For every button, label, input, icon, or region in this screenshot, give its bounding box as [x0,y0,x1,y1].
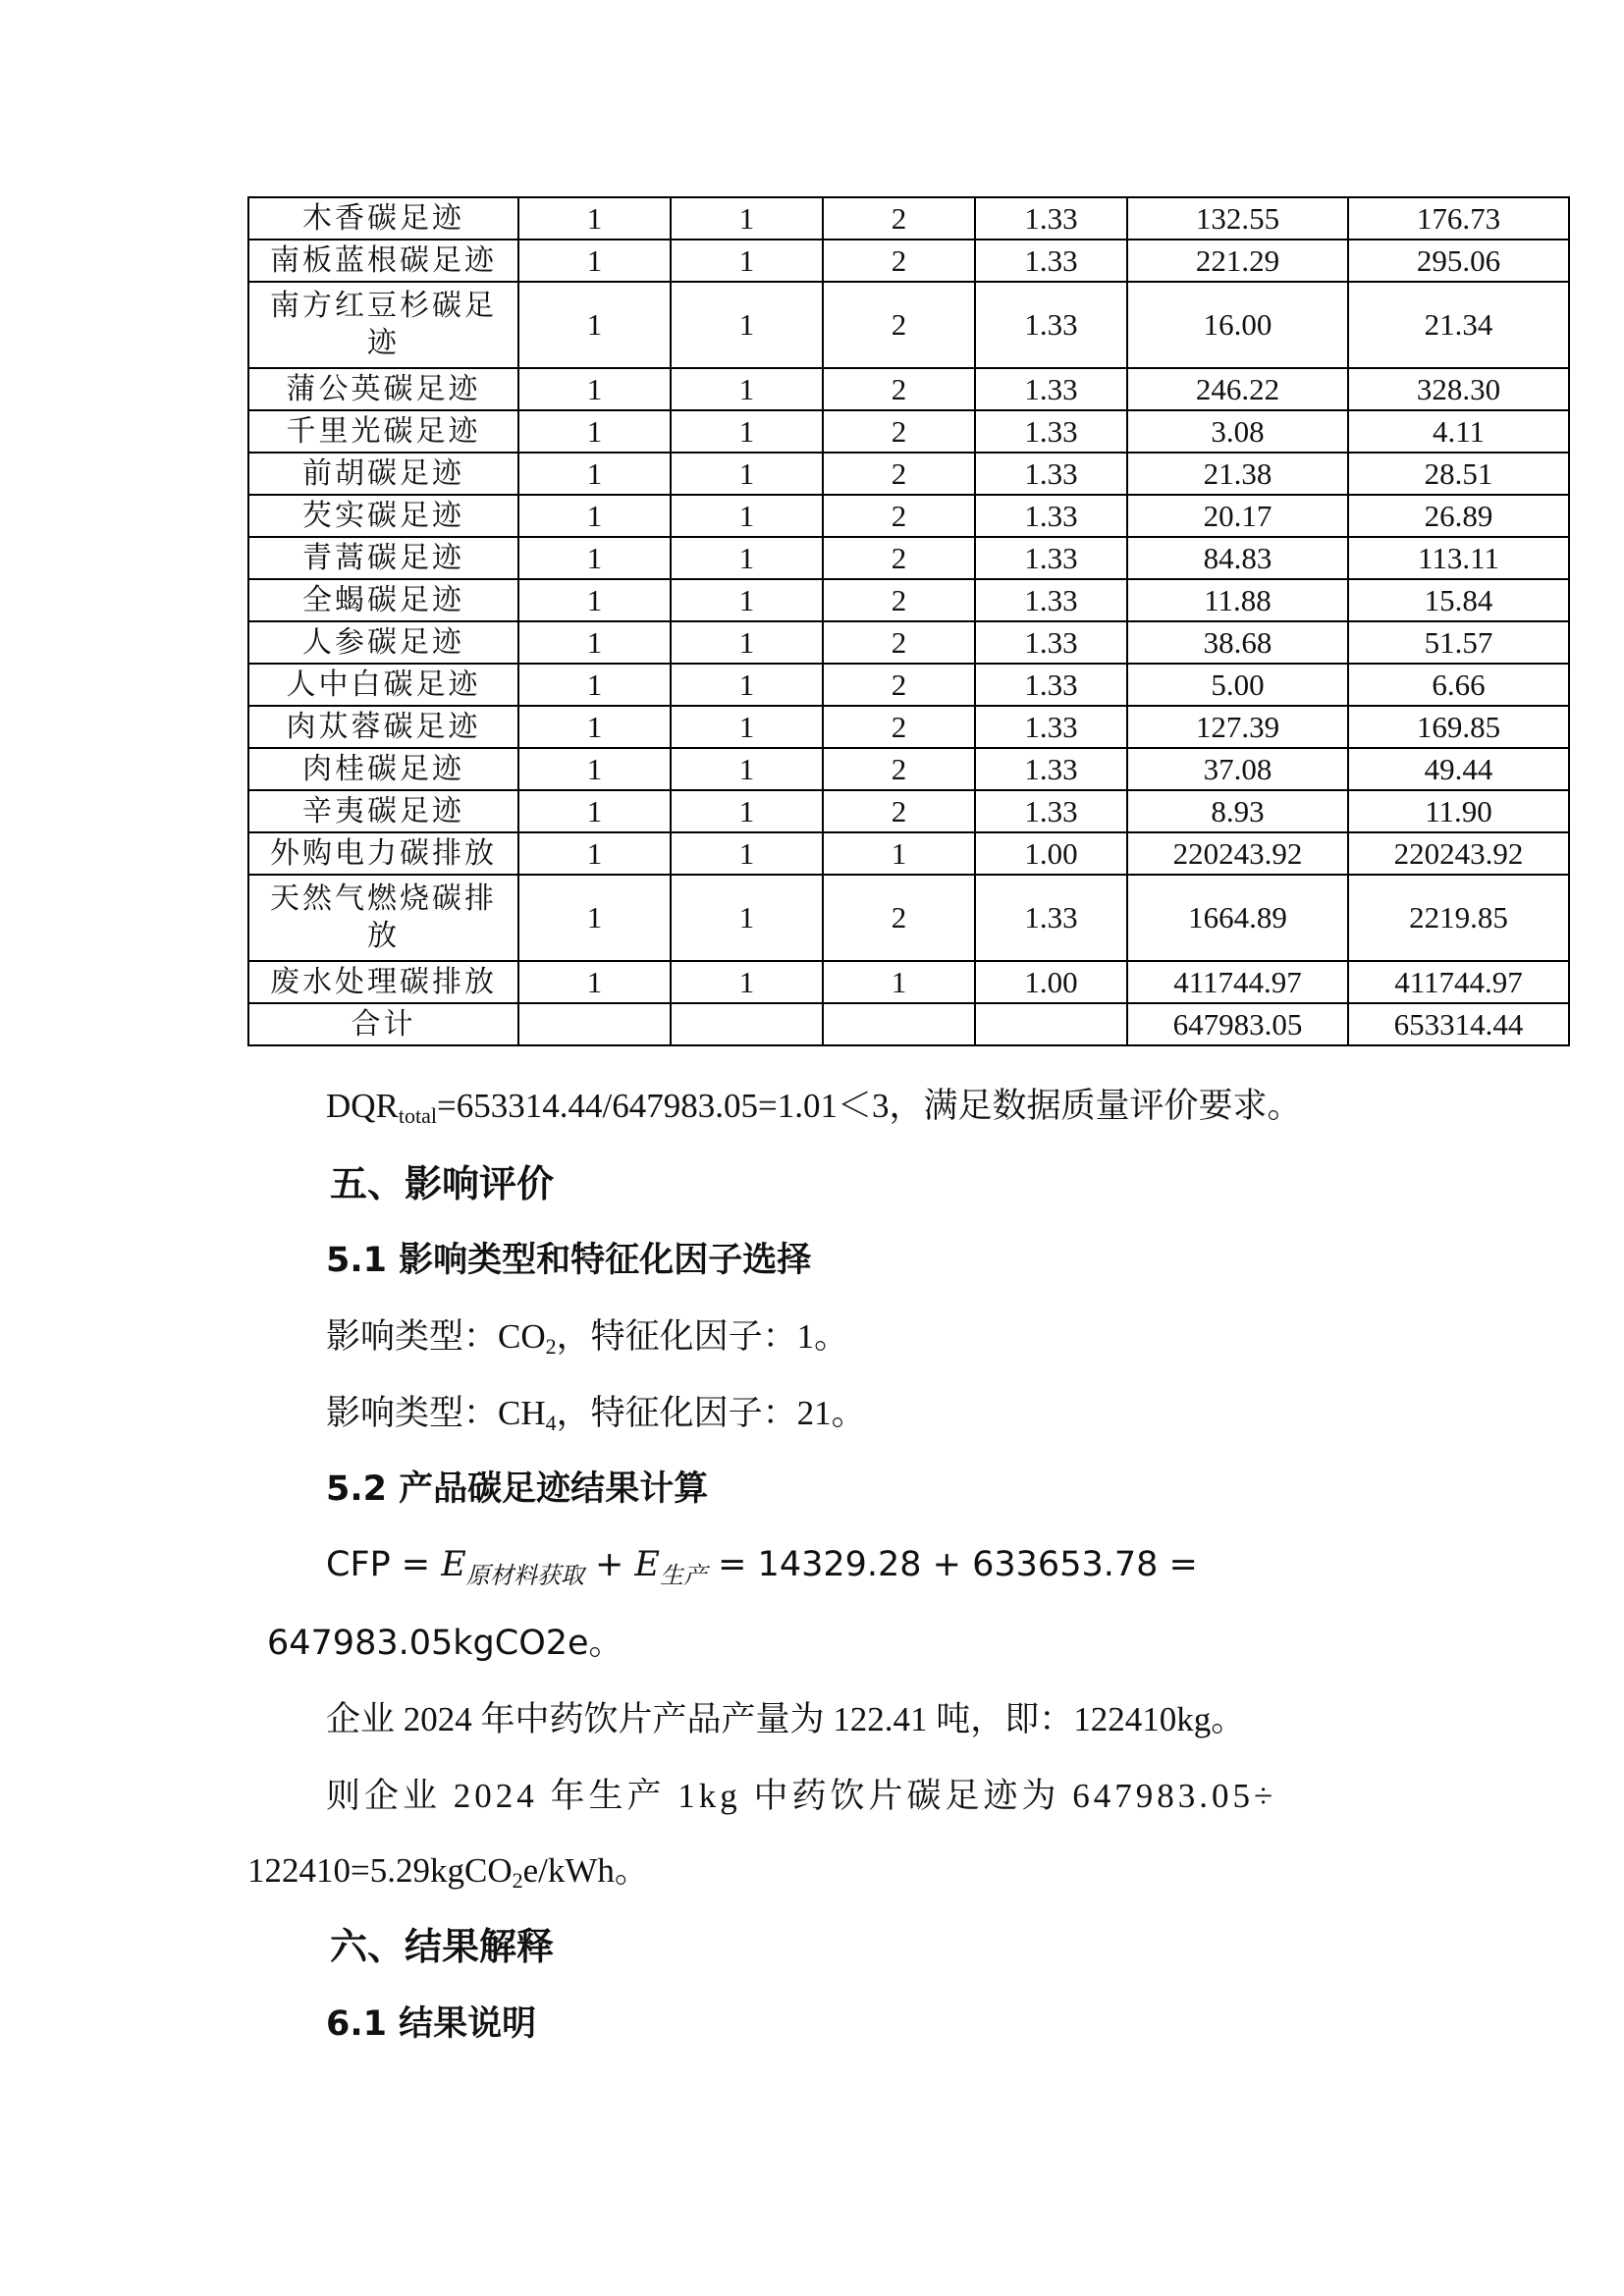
c1-cell: 1 [518,664,671,706]
c2-cell: 1 [671,875,823,961]
emission-source-cell: 千里光碳足迹 [248,410,518,453]
section-5-1-heading: 5.1 影响类型和特征化因子选择 [326,1241,812,1280]
table-row [248,706,1569,748]
c3-cell: 2 [823,197,975,240]
weighted-cell: 11.90 [1348,790,1569,832]
weighted-cell: 2219.85 [1348,875,1569,961]
empty-cell [823,1003,975,1045]
weighted-cell: 295.06 [1348,240,1569,282]
emission-cell: 11.88 [1127,579,1348,621]
c3-cell: 2 [823,410,975,453]
emission-source-cell: 辛夷碳足迹 [248,790,518,832]
weighted-cell: 176.73 [1348,197,1569,240]
weighted-cell: 28.51 [1348,453,1569,495]
emission-cell: 127.39 [1127,706,1348,748]
section-6-1-heading: 6.1 结果说明 [326,2004,537,2044]
c1-cell: 1 [518,197,671,240]
total-label-cell: 合计 [248,1003,518,1045]
emission-source-cell: 芡实碳足迹 [248,495,518,537]
c1-cell: 1 [518,282,671,368]
c2-cell: 1 [671,410,823,453]
emission-source-cell: 蒲公英碳足迹 [248,368,518,410]
empty-cell [975,1003,1127,1045]
c3-cell: 2 [823,579,975,621]
c2-cell: 1 [671,368,823,410]
dqr-cell: 1.33 [975,197,1127,240]
c3-cell: 2 [823,706,975,748]
table-row [248,282,1569,368]
c1-cell: 1 [518,790,671,832]
table-row [248,832,1569,875]
emission-source-cell: 青蒿碳足迹 [248,537,518,579]
emission-cell: 3.08 [1127,410,1348,453]
c3-cell: 2 [823,875,975,961]
weighted-cell: 49.44 [1348,748,1569,790]
c3-cell: 2 [823,537,975,579]
section-5-heading: 五、影响评价 [330,1162,555,1205]
c2-cell: 1 [671,197,823,240]
emission-source-cell: 人参碳足迹 [248,621,518,664]
dqr-cell: 1.33 [975,453,1127,495]
emission-cell: 220243.92 [1127,832,1348,875]
dqr-cell: 1.33 [975,579,1127,621]
emission-cell: 38.68 [1127,621,1348,664]
c2-cell: 1 [671,706,823,748]
dqr-total-line: $DQR_{total}=653314.44/647983.05=1.01<3$，满足数据质量评价要求。 [326,1087,1302,1128]
emission-cell: 20.17 [1127,495,1348,537]
dqr-cell: 1.33 [975,706,1127,748]
weighted-cell: 220243.92 [1348,832,1569,875]
weighted-cell: 51.57 [1348,621,1569,664]
c2-cell: 1 [671,282,823,368]
section-6-heading: 六、结果解释 [330,1925,555,1968]
table-row [248,961,1569,1003]
emission-source-cell: 废水处理碳排放 [248,961,518,1003]
weighted-cell: 6.66 [1348,664,1569,706]
c2-cell: 1 [671,453,823,495]
table-row [248,790,1569,832]
c2-cell: 1 [671,832,823,875]
weighted-cell: 411744.97 [1348,961,1569,1003]
total-weighted-cell: 653314.44 [1348,1003,1569,1045]
emission-cell: 16.00 [1127,282,1348,368]
dqr-cell: 1.00 [975,832,1127,875]
impact-type-ch4: 影响类型：$CH_4$，特征化因子：21。 [326,1394,866,1435]
table-row [248,621,1569,664]
c1-cell: 1 [518,875,671,961]
weighted-cell: 169.85 [1348,706,1569,748]
dqr-cell: 1.33 [975,495,1127,537]
production-volume-line: 企业 2024 年中药饮片产品产量为 122.41 吨，即：122410kg。 [326,1700,1246,1738]
emission-source-cell: 南方红豆杉碳足 迹 [248,282,518,368]
weighted-cell: 15.84 [1348,579,1569,621]
c1-cell: 1 [518,537,671,579]
emission-source-cell: 外购电力碳排放 [248,832,518,875]
c1-cell: 1 [518,961,671,1003]
dqr-cell: 1.33 [975,621,1127,664]
emission-cell: 246.22 [1127,368,1348,410]
emission-cell: 8.93 [1127,790,1348,832]
emission-cell: 37.08 [1127,748,1348,790]
emission-source-cell: 肉桂碳足迹 [248,748,518,790]
c3-cell: 2 [823,790,975,832]
dqr-cell: 1.33 [975,410,1127,453]
dqr-cell: 1.33 [975,282,1127,368]
c2-cell: 1 [671,790,823,832]
emission-cell: 5.00 [1127,664,1348,706]
emission-source-cell: 肉苁蓉碳足迹 [248,706,518,748]
c3-cell: 1 [823,832,975,875]
table-total-row [248,1003,1569,1045]
dqr-cell: 1.33 [975,875,1127,961]
dqr-cell: 1.33 [975,368,1127,410]
emission-cell: 411744.97 [1127,961,1348,1003]
c3-cell: 2 [823,621,975,664]
data-quality-table [247,196,1570,1046]
table-row [248,240,1569,282]
table-row [248,579,1569,621]
c2-cell: 1 [671,495,823,537]
c3-cell: 2 [823,453,975,495]
weighted-cell: 21.34 [1348,282,1569,368]
emission-source-cell: 人中白碳足迹 [248,664,518,706]
c3-cell: 2 [823,282,975,368]
emission-cell: 21.38 [1127,453,1348,495]
c2-cell: 1 [671,621,823,664]
weighted-cell: 4.11 [1348,410,1569,453]
table-row [248,410,1569,453]
c2-cell: 1 [671,537,823,579]
emission-cell: 84.83 [1127,537,1348,579]
table-row [248,197,1569,240]
weighted-cell: 26.89 [1348,495,1569,537]
c2-cell: 1 [671,748,823,790]
dqr-cell: 1.33 [975,748,1127,790]
cfp-formula-result: 647983.05kgCO2e。 [267,1624,623,1663]
emission-source-cell: 木香碳足迹 [248,197,518,240]
c1-cell: 1 [518,410,671,453]
c1-cell: 1 [518,453,671,495]
empty-cell [518,1003,671,1045]
emission-cell: 132.55 [1127,197,1348,240]
dqr-cell: 1.33 [975,537,1127,579]
c1-cell: 1 [518,706,671,748]
c1-cell: 1 [518,240,671,282]
c2-cell: 1 [671,664,823,706]
c3-cell: 2 [823,240,975,282]
table-row [248,453,1569,495]
section-5-2-heading: 5.2 产品碳足迹结果计算 [326,1469,709,1509]
c1-cell: 1 [518,748,671,790]
dqr-cell: 1.33 [975,790,1127,832]
dqr-cell: 1.33 [975,240,1127,282]
total-emission-cell: 647983.05 [1127,1003,1348,1045]
table-row [248,368,1569,410]
c1-cell: 1 [518,495,671,537]
cfp-formula: CFP = $E_{原材料获取} + E_{生产} = 14329.28 + 633653.78$ = [326,1545,1198,1589]
c3-cell: 2 [823,748,975,790]
c2-cell: 1 [671,579,823,621]
table-row [248,537,1569,579]
impact-type-co2: 影响类型：$CO_2$，特征化因子：1。 [326,1317,849,1359]
weighted-cell: 113.11 [1348,537,1569,579]
weighted-cell: 328.30 [1348,368,1569,410]
c2-cell: 1 [671,240,823,282]
empty-cell [671,1003,823,1045]
c1-cell: 1 [518,621,671,664]
carbon-footprint-result-line: 则企业 2024 年生产 1kg 中药饮片碳足迹为 647983.05÷ [326,1777,1277,1815]
c2-cell: 1 [671,961,823,1003]
table-row [248,875,1569,961]
dqr-cell: 1.33 [975,664,1127,706]
dqr-cell: 1.00 [975,961,1127,1003]
emission-source-cell: 南板蓝根碳足迹 [248,240,518,282]
emission-cell: 1664.89 [1127,875,1348,961]
table-row [248,495,1569,537]
c3-cell: 2 [823,368,975,410]
emission-source-cell: 前胡碳足迹 [248,453,518,495]
table-row [248,748,1569,790]
emission-source-cell: 天然气燃烧碳排 放 [248,875,518,961]
emission-source-cell: 全蝎碳足迹 [248,579,518,621]
c1-cell: 1 [518,832,671,875]
c1-cell: 1 [518,579,671,621]
c3-cell: 2 [823,664,975,706]
c3-cell: 2 [823,495,975,537]
c3-cell: 1 [823,961,975,1003]
table-row [248,664,1569,706]
carbon-footprint-result-line-2: 122410=5.29kgCO$_2$e/kWh。 [247,1851,649,1893]
emission-cell: 221.29 [1127,240,1348,282]
c1-cell: 1 [518,368,671,410]
